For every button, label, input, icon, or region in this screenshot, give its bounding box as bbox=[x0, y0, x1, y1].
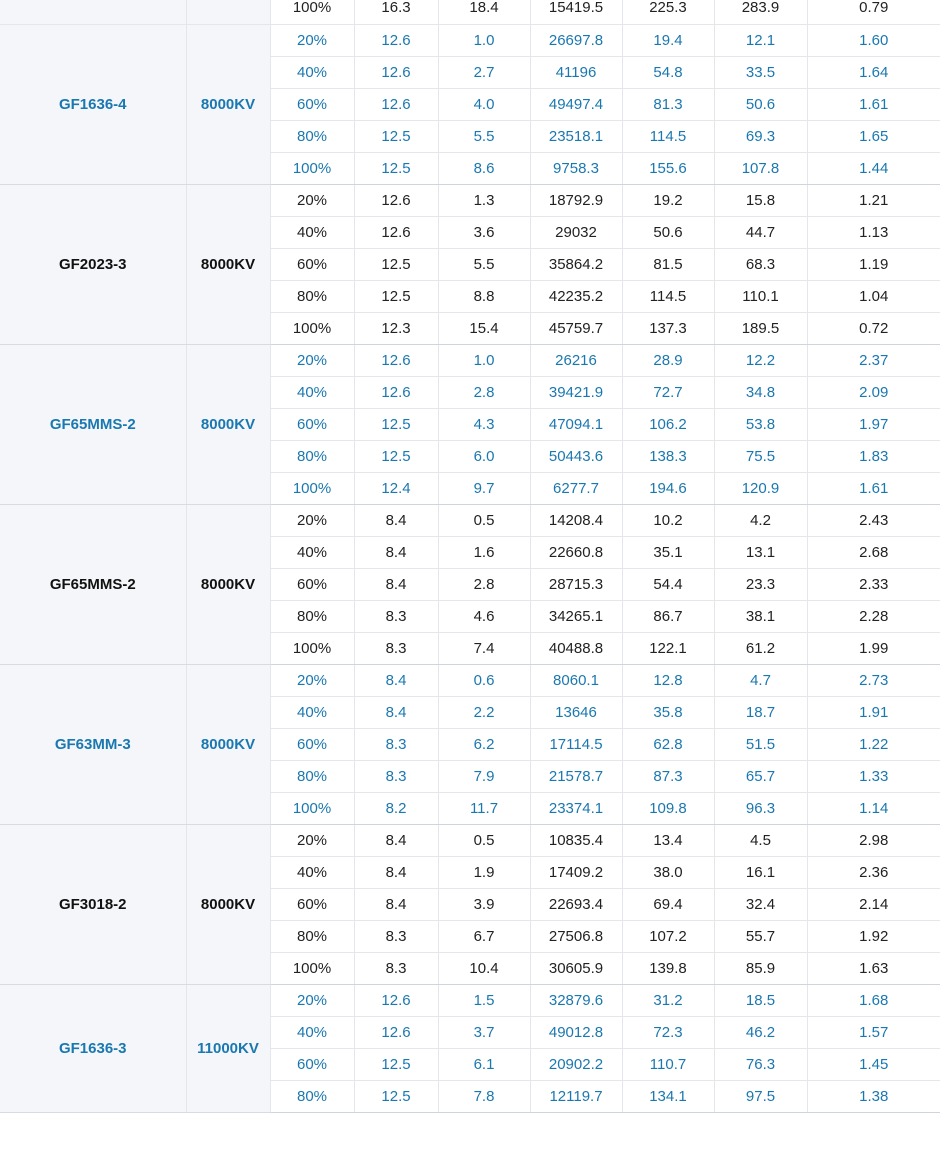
rpm-cell: 17409.2 bbox=[530, 856, 622, 888]
rpm-cell: 8060.1 bbox=[530, 664, 622, 696]
voltage-cell: 8.3 bbox=[354, 728, 438, 760]
rpm-cell: 28715.3 bbox=[530, 568, 622, 600]
power-cell: 16.1 bbox=[714, 856, 807, 888]
thrust-cell: 137.3 bbox=[622, 312, 714, 344]
rpm-cell: 23374.1 bbox=[530, 792, 622, 824]
throttle-cell: 40% bbox=[270, 696, 354, 728]
thrust-cell: 35.1 bbox=[622, 536, 714, 568]
thrust-cell: 10.2 bbox=[622, 504, 714, 536]
power-cell: 65.7 bbox=[714, 760, 807, 792]
voltage-cell: 12.4 bbox=[354, 472, 438, 504]
motor-kv-cell: 8000KV bbox=[186, 184, 270, 344]
throttle-cell: 40% bbox=[270, 56, 354, 88]
efficiency-cell: 1.33 bbox=[807, 760, 940, 792]
kv-cell bbox=[186, 0, 270, 24]
throttle-cell: 20% bbox=[270, 984, 354, 1016]
efficiency-cell: 1.68 bbox=[807, 984, 940, 1016]
thrust-cell: 86.7 bbox=[622, 600, 714, 632]
rpm-cell: 49012.8 bbox=[530, 1016, 622, 1048]
efficiency-cell: 2.09 bbox=[807, 376, 940, 408]
throttle-cell: 60% bbox=[270, 1048, 354, 1080]
current-cell: 9.7 bbox=[438, 472, 530, 504]
rpm-cell: 29032 bbox=[530, 216, 622, 248]
current-cell: 6.1 bbox=[438, 1048, 530, 1080]
throttle-cell: 100% bbox=[270, 312, 354, 344]
thrust-cell: 72.3 bbox=[622, 1016, 714, 1048]
thrust-cell: 35.8 bbox=[622, 696, 714, 728]
rpm-cell: 9758.3 bbox=[530, 152, 622, 184]
power-cell: 44.7 bbox=[714, 216, 807, 248]
motor-kv-cell: 8000KV bbox=[186, 504, 270, 664]
thrust-cell: 194.6 bbox=[622, 472, 714, 504]
propeller-model-cell: GF65MMS-2 bbox=[0, 344, 186, 504]
current-cell: 8.6 bbox=[438, 152, 530, 184]
thrust-cell: 225.3 bbox=[622, 0, 714, 24]
thrust-cell: 31.2 bbox=[622, 984, 714, 1016]
thrust-cell: 54.8 bbox=[622, 56, 714, 88]
throttle-cell: 20% bbox=[270, 824, 354, 856]
throttle-cell: 80% bbox=[270, 1080, 354, 1112]
efficiency-cell: 1.83 bbox=[807, 440, 940, 472]
efficiency-cell: 2.68 bbox=[807, 536, 940, 568]
table-row bbox=[0, 664, 940, 696]
current-cell: 18.4 bbox=[438, 0, 530, 24]
rpm-cell: 13646 bbox=[530, 696, 622, 728]
current-cell: 1.9 bbox=[438, 856, 530, 888]
voltage-cell: 12.6 bbox=[354, 376, 438, 408]
table-row-partial bbox=[0, 0, 940, 24]
throttle-cell: 40% bbox=[270, 536, 354, 568]
table-row bbox=[0, 24, 940, 56]
power-cell: 189.5 bbox=[714, 312, 807, 344]
propeller-cell bbox=[0, 0, 186, 24]
voltage-cell: 8.3 bbox=[354, 632, 438, 664]
rpm-cell: 45759.7 bbox=[530, 312, 622, 344]
voltage-cell: 12.5 bbox=[354, 1080, 438, 1112]
thrust-cell: 114.5 bbox=[622, 120, 714, 152]
current-cell: 7.9 bbox=[438, 760, 530, 792]
rpm-cell: 47094.1 bbox=[530, 408, 622, 440]
throttle-cell: 60% bbox=[270, 408, 354, 440]
efficiency-cell: 1.21 bbox=[807, 184, 940, 216]
power-cell: 69.3 bbox=[714, 120, 807, 152]
power-cell: 120.9 bbox=[714, 472, 807, 504]
efficiency-cell: 2.14 bbox=[807, 888, 940, 920]
rpm-cell: 42235.2 bbox=[530, 280, 622, 312]
rpm-cell: 12119.7 bbox=[530, 1080, 622, 1112]
current-cell: 6.7 bbox=[438, 920, 530, 952]
thrust-cell: 155.6 bbox=[622, 152, 714, 184]
current-cell: 4.3 bbox=[438, 408, 530, 440]
throttle-cell: 60% bbox=[270, 88, 354, 120]
motor-kv-cell: 8000KV bbox=[186, 24, 270, 184]
motor-kv-cell: 8000KV bbox=[186, 344, 270, 504]
voltage-cell: 8.2 bbox=[354, 792, 438, 824]
current-cell: 2.7 bbox=[438, 56, 530, 88]
rpm-cell: 15419.5 bbox=[530, 0, 622, 24]
rpm-cell: 10835.4 bbox=[530, 824, 622, 856]
efficiency-cell: 1.04 bbox=[807, 280, 940, 312]
rpm-cell: 32879.6 bbox=[530, 984, 622, 1016]
throttle-cell: 100% bbox=[270, 472, 354, 504]
efficiency-cell: 1.92 bbox=[807, 920, 940, 952]
efficiency-cell: 1.19 bbox=[807, 248, 940, 280]
efficiency-cell: 2.28 bbox=[807, 600, 940, 632]
voltage-cell: 12.5 bbox=[354, 120, 438, 152]
rpm-cell: 39421.9 bbox=[530, 376, 622, 408]
efficiency-cell: 1.38 bbox=[807, 1080, 940, 1112]
voltage-cell: 8.3 bbox=[354, 760, 438, 792]
current-cell: 4.6 bbox=[438, 600, 530, 632]
voltage-cell: 12.5 bbox=[354, 1048, 438, 1080]
power-cell: 61.2 bbox=[714, 632, 807, 664]
throttle-cell: 20% bbox=[270, 24, 354, 56]
efficiency-cell: 1.65 bbox=[807, 120, 940, 152]
power-cell: 13.1 bbox=[714, 536, 807, 568]
rpm-cell: 6277.7 bbox=[530, 472, 622, 504]
throttle-cell: 80% bbox=[270, 440, 354, 472]
rpm-cell: 17114.5 bbox=[530, 728, 622, 760]
thrust-cell: 69.4 bbox=[622, 888, 714, 920]
thrust-cell: 38.0 bbox=[622, 856, 714, 888]
current-cell: 5.5 bbox=[438, 120, 530, 152]
voltage-cell: 12.6 bbox=[354, 216, 438, 248]
efficiency-cell: 1.14 bbox=[807, 792, 940, 824]
thrust-cell: 109.8 bbox=[622, 792, 714, 824]
throttle-cell: 100% bbox=[270, 0, 354, 24]
throttle-cell: 100% bbox=[270, 632, 354, 664]
propeller-model-cell: GF2023-3 bbox=[0, 184, 186, 344]
power-cell: 15.8 bbox=[714, 184, 807, 216]
power-cell: 4.5 bbox=[714, 824, 807, 856]
current-cell: 7.4 bbox=[438, 632, 530, 664]
table-row bbox=[0, 344, 940, 376]
voltage-cell: 8.4 bbox=[354, 664, 438, 696]
current-cell: 7.8 bbox=[438, 1080, 530, 1112]
voltage-cell: 8.3 bbox=[354, 952, 438, 984]
current-cell: 0.5 bbox=[438, 504, 530, 536]
thrust-cell: 81.5 bbox=[622, 248, 714, 280]
thrust-cell: 122.1 bbox=[622, 632, 714, 664]
throttle-cell: 60% bbox=[270, 248, 354, 280]
table-row bbox=[0, 984, 940, 1016]
power-cell: 75.5 bbox=[714, 440, 807, 472]
throttle-cell: 40% bbox=[270, 216, 354, 248]
throttle-cell: 80% bbox=[270, 600, 354, 632]
voltage-cell: 12.3 bbox=[354, 312, 438, 344]
thrust-cell: 106.2 bbox=[622, 408, 714, 440]
voltage-cell: 12.6 bbox=[354, 984, 438, 1016]
thrust-cell: 19.2 bbox=[622, 184, 714, 216]
thrust-cell: 81.3 bbox=[622, 88, 714, 120]
current-cell: 1.5 bbox=[438, 984, 530, 1016]
thrust-cell: 54.4 bbox=[622, 568, 714, 600]
power-cell: 53.8 bbox=[714, 408, 807, 440]
throttle-cell: 20% bbox=[270, 344, 354, 376]
rpm-cell: 21578.7 bbox=[530, 760, 622, 792]
table-row bbox=[0, 824, 940, 856]
throttle-cell: 20% bbox=[270, 504, 354, 536]
power-cell: 46.2 bbox=[714, 1016, 807, 1048]
efficiency-cell: 0.72 bbox=[807, 312, 940, 344]
motor-kv-cell: 8000KV bbox=[186, 824, 270, 984]
voltage-cell: 8.4 bbox=[354, 536, 438, 568]
power-cell: 110.1 bbox=[714, 280, 807, 312]
rpm-cell: 35864.2 bbox=[530, 248, 622, 280]
rpm-cell: 26216 bbox=[530, 344, 622, 376]
voltage-cell: 12.5 bbox=[354, 408, 438, 440]
thrust-cell: 72.7 bbox=[622, 376, 714, 408]
efficiency-cell: 2.36 bbox=[807, 856, 940, 888]
thrust-cell: 12.8 bbox=[622, 664, 714, 696]
thrust-cell: 139.8 bbox=[622, 952, 714, 984]
efficiency-cell: 1.61 bbox=[807, 472, 940, 504]
propeller-model-cell: GF63MM-3 bbox=[0, 664, 186, 824]
efficiency-cell: 1.22 bbox=[807, 728, 940, 760]
efficiency-cell: 1.45 bbox=[807, 1048, 940, 1080]
thrust-cell: 62.8 bbox=[622, 728, 714, 760]
propeller-model-cell: GF65MMS-2 bbox=[0, 504, 186, 664]
current-cell: 3.9 bbox=[438, 888, 530, 920]
power-cell: 68.3 bbox=[714, 248, 807, 280]
voltage-cell: 12.6 bbox=[354, 56, 438, 88]
rpm-cell: 18792.9 bbox=[530, 184, 622, 216]
efficiency-cell: 1.64 bbox=[807, 56, 940, 88]
efficiency-cell: 1.99 bbox=[807, 632, 940, 664]
power-cell: 18.5 bbox=[714, 984, 807, 1016]
throttle-cell: 40% bbox=[270, 1016, 354, 1048]
rpm-cell: 14208.4 bbox=[530, 504, 622, 536]
current-cell: 1.0 bbox=[438, 344, 530, 376]
voltage-cell: 12.6 bbox=[354, 24, 438, 56]
power-cell: 50.6 bbox=[714, 88, 807, 120]
throttle-cell: 40% bbox=[270, 376, 354, 408]
rpm-cell: 20902.2 bbox=[530, 1048, 622, 1080]
voltage-cell: 8.4 bbox=[354, 504, 438, 536]
power-cell: 23.3 bbox=[714, 568, 807, 600]
propeller-model-cell: GF1636-4 bbox=[0, 24, 186, 184]
voltage-cell: 12.5 bbox=[354, 280, 438, 312]
current-cell: 3.7 bbox=[438, 1016, 530, 1048]
efficiency-cell: 1.57 bbox=[807, 1016, 940, 1048]
power-cell: 55.7 bbox=[714, 920, 807, 952]
current-cell: 1.3 bbox=[438, 184, 530, 216]
throttle-cell: 60% bbox=[270, 888, 354, 920]
rpm-cell: 49497.4 bbox=[530, 88, 622, 120]
thrust-cell: 13.4 bbox=[622, 824, 714, 856]
voltage-cell: 8.4 bbox=[354, 856, 438, 888]
thrust-cell: 28.9 bbox=[622, 344, 714, 376]
table-row bbox=[0, 184, 940, 216]
efficiency-cell: 1.63 bbox=[807, 952, 940, 984]
motor-kv-cell: 11000KV bbox=[186, 984, 270, 1112]
current-cell: 5.5 bbox=[438, 248, 530, 280]
rpm-cell: 50443.6 bbox=[530, 440, 622, 472]
efficiency-cell: 1.44 bbox=[807, 152, 940, 184]
power-cell: 34.8 bbox=[714, 376, 807, 408]
voltage-cell: 8.4 bbox=[354, 568, 438, 600]
throttle-cell: 100% bbox=[270, 792, 354, 824]
efficiency-cell: 0.79 bbox=[807, 0, 940, 24]
efficiency-cell: 2.98 bbox=[807, 824, 940, 856]
thrust-cell: 114.5 bbox=[622, 280, 714, 312]
throttle-cell: 20% bbox=[270, 184, 354, 216]
power-cell: 12.1 bbox=[714, 24, 807, 56]
rpm-cell: 22660.8 bbox=[530, 536, 622, 568]
current-cell: 10.4 bbox=[438, 952, 530, 984]
voltage-cell: 12.5 bbox=[354, 248, 438, 280]
table-row bbox=[0, 504, 940, 536]
efficiency-cell: 2.33 bbox=[807, 568, 940, 600]
rpm-cell: 40488.8 bbox=[530, 632, 622, 664]
propeller-model-cell: GF3018-2 bbox=[0, 824, 186, 984]
current-cell: 2.2 bbox=[438, 696, 530, 728]
current-cell: 8.8 bbox=[438, 280, 530, 312]
thrust-cell: 110.7 bbox=[622, 1048, 714, 1080]
power-cell: 107.8 bbox=[714, 152, 807, 184]
power-cell: 18.7 bbox=[714, 696, 807, 728]
propeller-model-cell: GF1636-3 bbox=[0, 984, 186, 1112]
efficiency-cell: 1.91 bbox=[807, 696, 940, 728]
current-cell: 15.4 bbox=[438, 312, 530, 344]
voltage-cell: 16.3 bbox=[354, 0, 438, 24]
power-cell: 96.3 bbox=[714, 792, 807, 824]
throttle-cell: 20% bbox=[270, 664, 354, 696]
power-cell: 85.9 bbox=[714, 952, 807, 984]
current-cell: 6.0 bbox=[438, 440, 530, 472]
power-cell: 4.2 bbox=[714, 504, 807, 536]
voltage-cell: 8.3 bbox=[354, 600, 438, 632]
voltage-cell: 8.4 bbox=[354, 824, 438, 856]
current-cell: 0.6 bbox=[438, 664, 530, 696]
thrust-cell: 138.3 bbox=[622, 440, 714, 472]
rpm-cell: 27506.8 bbox=[530, 920, 622, 952]
voltage-cell: 12.6 bbox=[354, 88, 438, 120]
voltage-cell: 12.6 bbox=[354, 344, 438, 376]
current-cell: 2.8 bbox=[438, 376, 530, 408]
power-cell: 97.5 bbox=[714, 1080, 807, 1112]
power-cell: 76.3 bbox=[714, 1048, 807, 1080]
current-cell: 1.6 bbox=[438, 536, 530, 568]
throttle-cell: 60% bbox=[270, 568, 354, 600]
throttle-cell: 100% bbox=[270, 952, 354, 984]
throttle-cell: 80% bbox=[270, 120, 354, 152]
current-cell: 6.2 bbox=[438, 728, 530, 760]
throttle-cell: 80% bbox=[270, 920, 354, 952]
thrust-cell: 50.6 bbox=[622, 216, 714, 248]
current-cell: 1.0 bbox=[438, 24, 530, 56]
power-cell: 4.7 bbox=[714, 664, 807, 696]
throttle-cell: 60% bbox=[270, 728, 354, 760]
efficiency-cell: 1.97 bbox=[807, 408, 940, 440]
rpm-cell: 22693.4 bbox=[530, 888, 622, 920]
throttle-cell: 100% bbox=[270, 152, 354, 184]
efficiency-cell: 2.43 bbox=[807, 504, 940, 536]
thrust-cell: 134.1 bbox=[622, 1080, 714, 1112]
efficiency-cell: 2.37 bbox=[807, 344, 940, 376]
efficiency-cell: 2.73 bbox=[807, 664, 940, 696]
voltage-cell: 12.5 bbox=[354, 152, 438, 184]
current-cell: 11.7 bbox=[438, 792, 530, 824]
rpm-cell: 34265.1 bbox=[530, 600, 622, 632]
throttle-cell: 80% bbox=[270, 280, 354, 312]
power-cell: 33.5 bbox=[714, 56, 807, 88]
efficiency-cell: 1.13 bbox=[807, 216, 940, 248]
current-cell: 4.0 bbox=[438, 88, 530, 120]
rpm-cell: 41196 bbox=[530, 56, 622, 88]
voltage-cell: 12.6 bbox=[354, 1016, 438, 1048]
current-cell: 0.5 bbox=[438, 824, 530, 856]
rpm-cell: 30605.9 bbox=[530, 952, 622, 984]
voltage-cell: 12.6 bbox=[354, 184, 438, 216]
throttle-cell: 80% bbox=[270, 760, 354, 792]
thrust-cell: 107.2 bbox=[622, 920, 714, 952]
voltage-cell: 8.4 bbox=[354, 696, 438, 728]
thrust-cell: 87.3 bbox=[622, 760, 714, 792]
current-cell: 2.8 bbox=[438, 568, 530, 600]
thrust-cell: 19.4 bbox=[622, 24, 714, 56]
motor-kv-cell: 8000KV bbox=[186, 664, 270, 824]
power-cell: 51.5 bbox=[714, 728, 807, 760]
voltage-cell: 12.5 bbox=[354, 440, 438, 472]
rpm-cell: 26697.8 bbox=[530, 24, 622, 56]
power-cell: 38.1 bbox=[714, 600, 807, 632]
power-cell: 32.4 bbox=[714, 888, 807, 920]
voltage-cell: 8.3 bbox=[354, 920, 438, 952]
current-cell: 3.6 bbox=[438, 216, 530, 248]
efficiency-cell: 1.61 bbox=[807, 88, 940, 120]
throttle-cell: 40% bbox=[270, 856, 354, 888]
rpm-cell: 23518.1 bbox=[530, 120, 622, 152]
power-cell: 283.9 bbox=[714, 0, 807, 24]
power-cell: 12.2 bbox=[714, 344, 807, 376]
voltage-cell: 8.4 bbox=[354, 888, 438, 920]
efficiency-cell: 1.60 bbox=[807, 24, 940, 56]
